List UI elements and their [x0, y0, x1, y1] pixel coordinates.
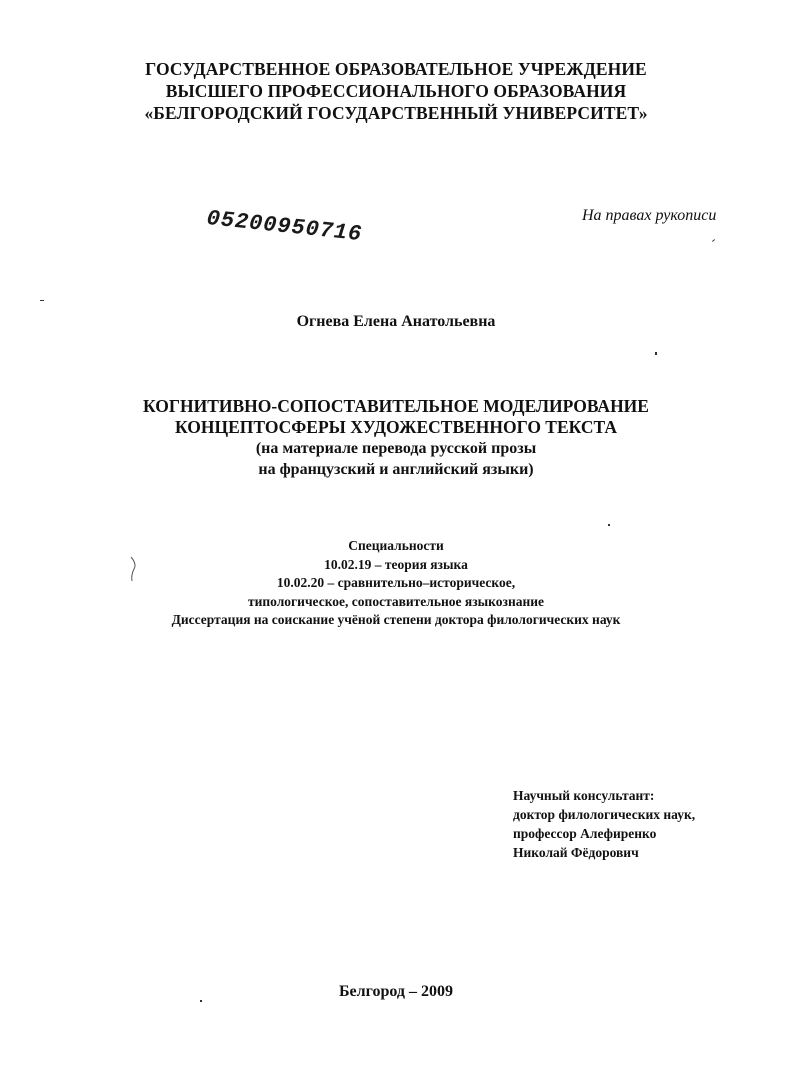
scan-bracket-mark [128, 556, 140, 582]
scan-speck [40, 300, 44, 301]
title-line-3: (на материале перевода русской прозы [255, 440, 537, 457]
dissertation-title [0, 396, 792, 480]
author-name: Огнева Елена Анатольевна [296, 313, 496, 330]
title-line-2: КОНЦЕПТОСФЕРЫ ХУДОЖЕСТВЕННОГО ТЕКСТА [175, 417, 617, 437]
title-line-4: на французский и английский языки) [258, 461, 534, 478]
institution-header [0, 58, 792, 124]
specialty-1: 10.02.19 – теория языка [324, 556, 468, 572]
stamp-number: 05200950716 [205, 206, 364, 248]
specialty-2-line-1: 10.02.20 – сравнительно–историческое, [276, 575, 516, 590]
city-year: Белгород – 2009 [338, 983, 454, 1000]
specialty-2-line-2: типологическое, сопоставительное языкознание [247, 593, 545, 609]
consultant-line-1: доктор филологических наук, [513, 807, 696, 822]
degree-line: Диссертация на соискание учёной степени доктора филологических наук [171, 612, 621, 627]
scientific-consultant [513, 786, 695, 862]
manuscript-note: На правах рукописи [582, 207, 717, 224]
consultant-line-2: профессор Алефиренко [513, 826, 657, 841]
consultant-label: Научный консультант: [513, 788, 655, 803]
institution-line-3: «БЕЛГОРОДСКИЙ ГОСУДАРСТВЕННЫЙ УНИВЕРСИТЕТ» [144, 103, 648, 123]
scan-speck [655, 352, 657, 355]
specialties-heading: Специальности [348, 538, 444, 553]
institution-line-2: ВЫСШЕГО ПРОФЕССИОНАЛЬНОГО ОБРАЗОВАНИЯ [165, 81, 627, 101]
title-line-1: КОГНИТИВНО-СОПОСТАВИТЕЛЬНОЕ МОДЕЛИРОВАНИЕ [143, 396, 649, 416]
institution-line-1: ГОСУДАРСТВЕННОЕ ОБРАЗОВАТЕЛЬНОЕ УЧРЕЖДЕНИЕ [145, 59, 647, 79]
scan-speck [200, 1000, 202, 1002]
scan-speck [712, 239, 715, 242]
specialties-block [0, 537, 792, 630]
consultant-line-3: Николай Фёдорович [513, 845, 639, 860]
scan-speck [608, 524, 610, 526]
